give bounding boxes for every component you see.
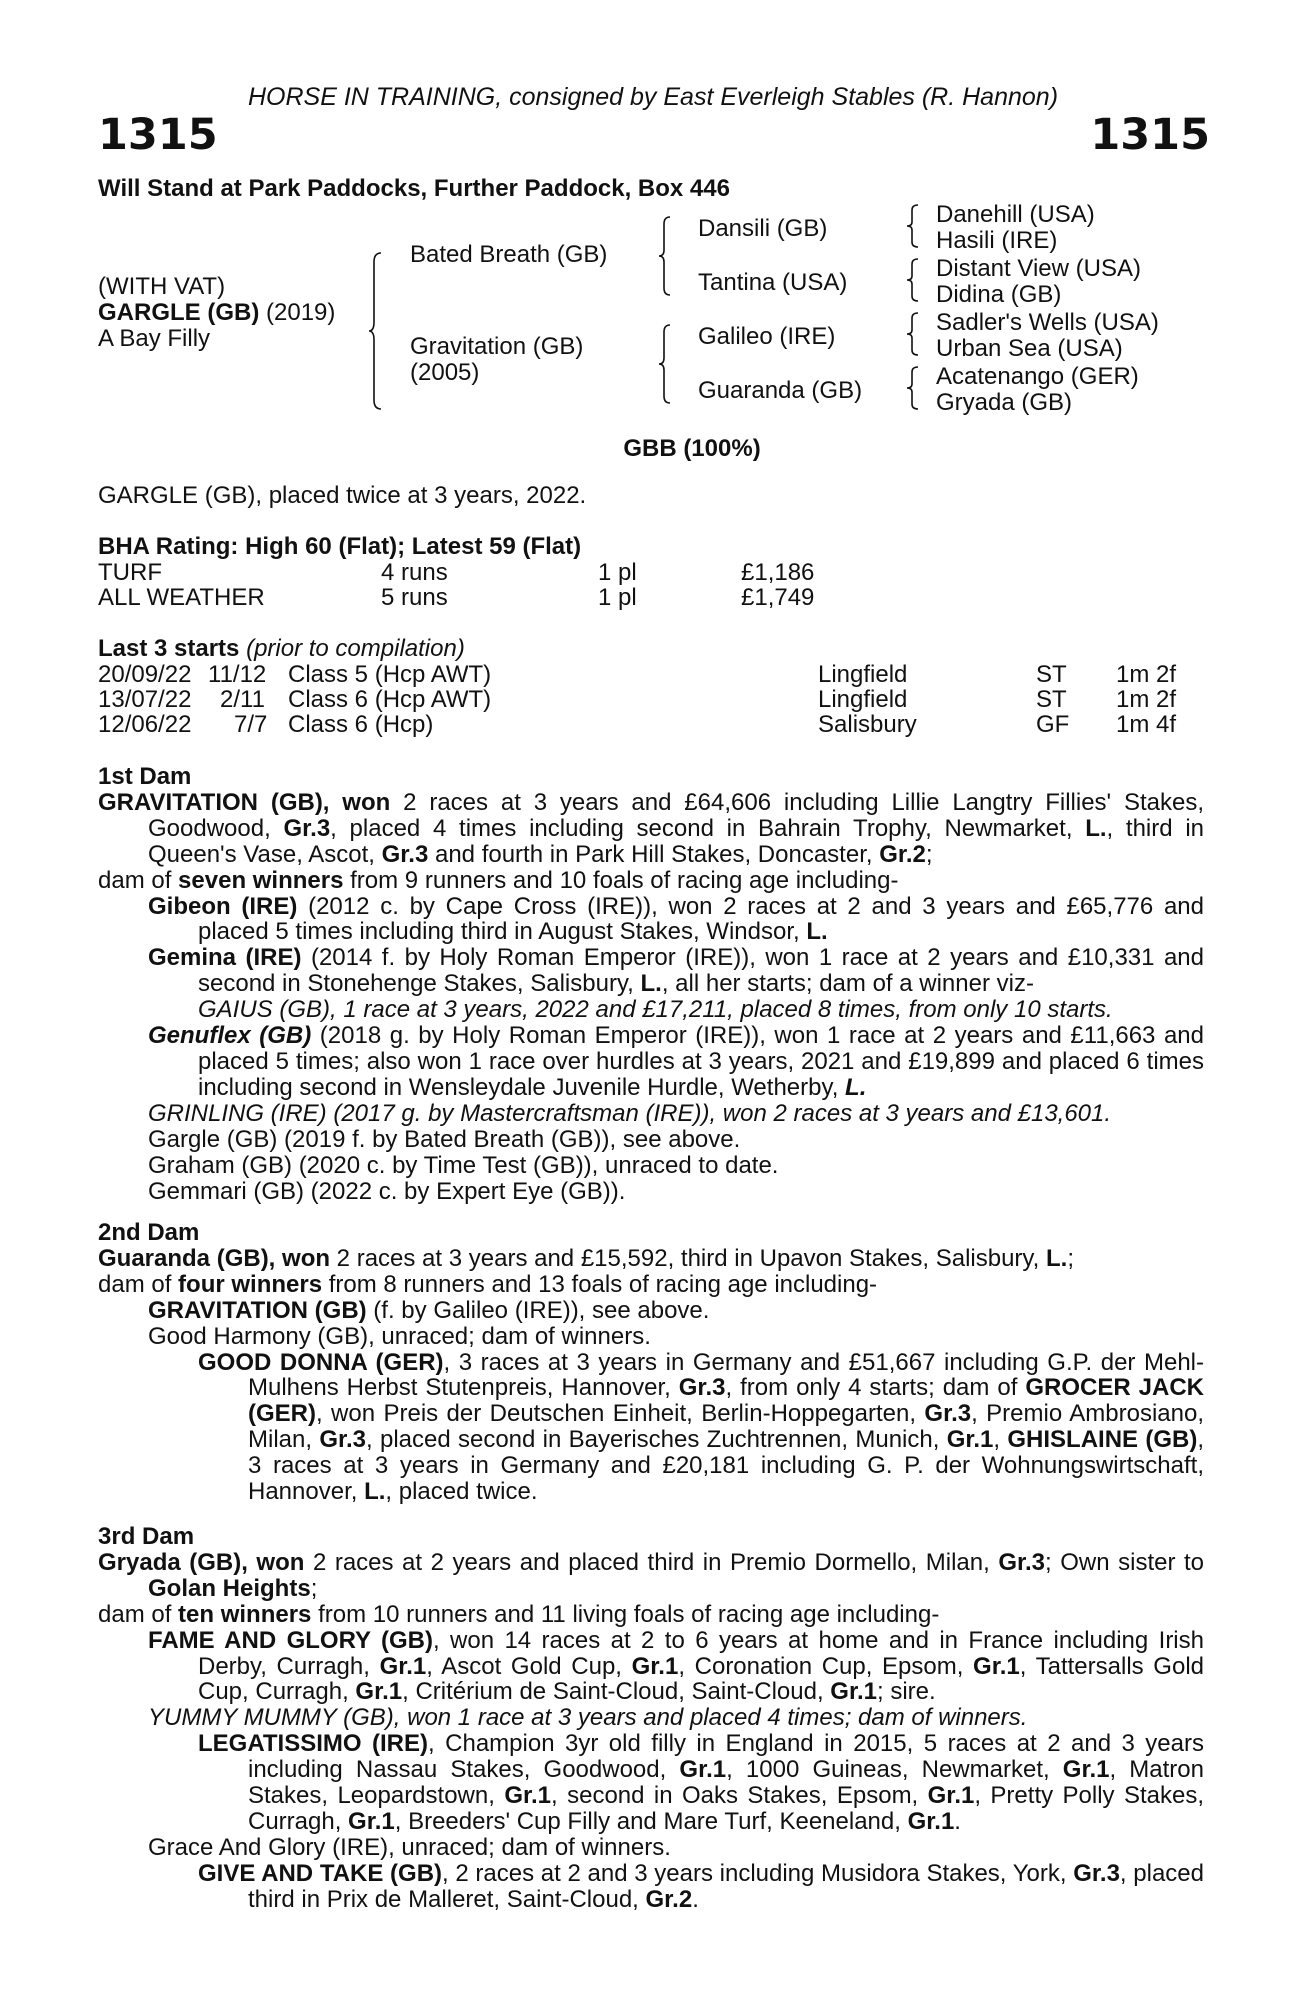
text: , Breeders' Cup Filly and Mare Turf, Keeneland, [394,1807,908,1835]
text: , 3 races at 3 years in Germany and £51,667 including G.P. der Mehl-Mulhens Herbst Stutenpreis, Hannover, [248,1348,1204,1402]
text: dam of [98,866,179,894]
dss: Sadler's Wells (USA) [936,309,1159,336]
first-dam-section [98,764,1204,1204]
second-dam-section [98,1220,1204,1505]
horse-year: (2019) [266,299,336,326]
grade: L. [806,918,828,946]
gbb-note: GBB (100%) [623,435,761,462]
produce-entry [198,1350,1204,1505]
grade: Gr.1 [355,1678,403,1706]
produce-name: FAME AND GLORY (GB) [148,1626,433,1654]
start-class: Class 6 (Hcp AWT) [288,686,492,713]
text: ; [1067,1244,1074,1272]
sire-dam: Tantina (USA) [698,269,848,296]
horse-name: GARGLE (GB) [98,299,260,326]
start-date: 20/09/22 [98,661,192,688]
text: , [993,1426,1008,1454]
grade: Gr.1 [946,1426,994,1454]
produce-entry [148,1628,1204,1706]
produce-entry: GRINLING (IRE) (2017 g. by Mastercraftsman (IRE)), won 2 races at 3 years and £13,601. [148,1099,1112,1127]
starts-table [98,662,1208,737]
produce-entry [148,945,1204,997]
text: ; [310,1574,318,1602]
produce-name: Genuflex (GB) [148,1022,312,1050]
grade: Gr.1 [830,1678,877,1706]
lot-number-right: 1315 [1090,110,1210,160]
stand-location: Will Stand at Park Paddocks, Further Paddock, Box 446 [98,175,730,202]
surface-runs: 4 runs [381,559,448,586]
produce-name: GOOD DONNA (GER) [198,1348,444,1376]
start-going: ST [1036,661,1067,688]
horse-name-line [98,300,335,326]
text: from 8 runners and 13 foals of racing age including- [322,1270,878,1298]
grade: L. [364,1478,386,1506]
sds: Distant View (USA) [936,255,1141,282]
text: , won Preis der Deutschen Einheit, Berlin-Hoppegarten, [316,1400,925,1428]
produce-entry: GAIUS (GB), 1 race at 3 years, 2022 and £17,211, placed 8 times, from only 10 starts. [198,996,1113,1024]
dds: Acatenango (GER) [936,363,1139,390]
text: , placed third in Prix de Malleret, Saint-Cloud, [248,1859,1204,1913]
text: dam of [98,1600,179,1628]
produce-name: Gibeon (IRE) [148,892,298,920]
first-dam-heading: 1st Dam [98,763,192,790]
text: , Ascot Gold Cup, [426,1652,632,1680]
surface-prize: £1,186 [741,559,815,586]
produce-entry [148,1023,1204,1101]
produce-entry: Gargle (GB) (2019 f. by Bated Breath (GB)), see above. [148,1125,741,1153]
dam-name: Gryada (GB), won [98,1548,305,1576]
text: 2 races at 3 years and £64,606 including Lillie Langtry Fillies' Stakes, Goodwood, [148,788,1204,842]
sibling-name: Golan Heights [148,1574,311,1602]
start-row [98,712,1208,737]
horse-description: A Bay Filly [98,325,211,352]
second-dam-record [98,1246,1204,1272]
start-distance: 1m 2f [1116,661,1177,688]
text: (2018 g. by Holy Roman Emperor (IRE)), won 1 race at 2 years and £11,663 and placed 5 times; also won 1 race over hurdles at 3 years, 2021 and £19,899 and placed 6 times including second in Wensleydale Juvenile Hurdle, Wetherby, [198,1022,1205,1101]
grade: Gr.3 [998,1548,1046,1576]
brace-sire [658,216,672,296]
sire: Bated Breath (GB) [410,241,608,268]
text: , Pretty Polly Stakes, Curragh, [248,1782,1204,1835]
grade: Gr.1 [927,1782,975,1810]
grade: Gr.1 [1062,1756,1110,1784]
sss: Danehill (USA) [936,201,1095,228]
start-going: ST [1036,686,1067,713]
text: dam of [98,1270,179,1298]
text: from 9 runners and 10 foals of racing age including- [343,866,899,894]
ssd: Hasili (IRE) [936,227,1058,254]
grade: Gr.2 [645,1885,693,1913]
produce-name: GHISLAINE (GB) [1007,1426,1198,1454]
text: 2 races at 3 years and £15,592, third in Upavon Stakes, Salisbury, [330,1244,1046,1272]
dam-dam: Guaranda (GB) [698,377,863,404]
sdd: Didina (GB) [936,281,1062,308]
produce-name: LEGATISSIMO (IRE) [198,1730,429,1758]
produce-entry: Graham (GB) (2020 c. by Time Test (GB)), unraced to date. [148,1151,779,1179]
start-going: GF [1036,711,1070,738]
text: , all her starts; dam of a winner viz- [661,970,1034,998]
third-dam-heading: 3rd Dam [98,1523,195,1550]
surface-placed: 1 pl [598,559,637,586]
text: . [954,1807,961,1835]
text: , placed second in Bayerisches Zuchtrennen, Munich, [366,1426,947,1454]
start-pos: 7/7 [234,711,268,738]
grade: L. [1085,814,1107,842]
grade: Gr.3 [319,1426,367,1454]
brace-dam [658,324,672,404]
text: , Matron Stakes, Leopardstown, [248,1756,1204,1810]
last-starts-title: Last 3 starts [98,635,240,662]
text: , third in Queen's Vase, Ascot, [148,814,1204,868]
third-dam-record [98,1550,1204,1602]
last-starts-note: (prior to compilation) [246,635,465,662]
start-pos: 11/12 [208,661,267,688]
text: 2 races at 2 years and placed third in Premio Dormello, Milan, [304,1548,999,1576]
text: , 1000 Guineas, Newmarket, [726,1756,1063,1784]
brace-gen3-4 [906,366,920,410]
start-pos: 2/11 [220,686,265,713]
brace-gen1 [368,252,384,410]
dam-year: (2005) [410,359,480,386]
pedigree-table [98,200,1208,430]
dam-sire: Galileo (IRE) [698,323,836,350]
dam-of-line [98,1602,1204,1628]
surface-placed: 1 pl [598,584,637,611]
text: from 10 runners and 11 living foals of racing age including- [311,1600,940,1628]
start-course: Lingfield [818,686,908,713]
produce-entry [148,894,1204,946]
produce-entry [198,1861,1204,1913]
grade: Gr.1 [973,1652,1020,1680]
produce-entry: Gemmari (GB) (2022 c. by Expert Eye (GB)). [148,1177,626,1205]
grade: Gr.1 [379,1652,427,1680]
placed-summary: GARGLE (GB), placed twice at 3 years, 2022. [98,482,587,509]
text: , from only 4 starts; dam of [725,1374,1026,1402]
text: , Champion 3yr old filly in England in 2015, 5 races at 2 and 3 years including Nassau Stakes, Goodwood, [248,1730,1204,1784]
brace-gen3-1 [906,204,920,248]
text: , won 14 races at 2 to 6 years at home and in France including Irish Derby, Curragh, [198,1626,1204,1680]
produce-entry [148,1298,1204,1324]
text: and fourth in Park Hill Stakes, Doncaster, [428,840,880,868]
text: ; Own sister to [1045,1548,1205,1576]
produce-entry: YUMMY MUMMY (GB), won 1 race at 3 years and placed 4 times; dam of winners. [148,1704,1028,1732]
text: ; sire. [877,1678,936,1706]
second-dam-heading: 2nd Dam [98,1219,200,1246]
produce-name: GRAVITATION (GB) [148,1296,367,1324]
grade: Gr.3 [1073,1859,1120,1887]
dam-of-line [98,868,1204,894]
brace-gen3-2 [906,258,920,302]
text: (f. by Galileo (IRE)), see above. [366,1296,710,1324]
grade: Gr.3 [381,840,429,868]
last-starts-heading [98,636,465,662]
sire-sire: Dansili (GB) [698,215,828,242]
consignment-line: HORSE IN TRAINING, consigned by East Everleigh Stables (R. Hannon) [247,83,1059,111]
grade: Gr.3 [283,814,331,842]
grade: Gr.1 [907,1807,955,1835]
grade: L. [640,970,662,998]
text: . [692,1885,699,1913]
start-distance: 1m 4f [1116,711,1177,738]
third-dam-section [98,1524,1204,1913]
grade: Gr.1 [631,1652,679,1680]
dam-name: GRAVITATION (GB), won [98,788,391,816]
surface-runs: 5 runs [381,584,448,611]
produce-entry [198,1731,1204,1835]
text: , Coronation Cup, Epsom, [678,1652,974,1680]
text: , Critérium de Saint-Cloud, Saint-Cloud, [402,1678,831,1706]
grade: Gr.3 [924,1400,972,1428]
surface-prize: £1,749 [741,584,815,611]
winners-count: ten winners [178,1600,312,1628]
dam-of-line [98,1272,1204,1298]
grade: Gr.3 [678,1374,726,1402]
first-dam-record [98,790,1204,868]
grade: Gr.1 [504,1782,552,1810]
dam: Gravitation (GB) [410,333,584,360]
text: , Premio Ambrosiano, Milan, [248,1400,1204,1454]
text: , Tattersalls Gold Cup, Curragh, [198,1652,1205,1706]
dam-name: Guaranda (GB), won [98,1244,331,1272]
text: , placed twice. [385,1478,538,1506]
grade: L. [1045,1244,1068,1272]
start-row [98,687,1208,712]
start-course: Lingfield [818,661,908,688]
start-date: 12/06/22 [98,711,192,738]
text: , placed 4 times including second in Bahrain Trophy, Newmarket, [330,814,1086,842]
start-class: Class 6 (Hcp) [288,711,434,738]
produce-entry: Grace And Glory (IRE), unraced; dam of winners. [148,1833,671,1861]
produce-name: Gemina (IRE) [148,944,302,972]
start-class: Class 5 (Hcp AWT) [288,661,492,688]
surface-name: ALL WEATHER [98,584,265,611]
start-course: Salisbury [818,711,917,738]
winners-count: seven winners [178,866,344,894]
surface-name: TURF [98,559,162,586]
text: (2012 c. by Cape Cross (IRE)), won 2 races at 2 and 3 years and £65,776 and placed 5 times including third in August Stakes, Windsor, [198,892,1204,946]
grade: Gr.1 [679,1756,727,1784]
grade: L. [845,1073,867,1101]
text: , second in Oaks Stakes, Epsom, [551,1782,928,1810]
text: , 3 races at 3 years in Germany and £20,181 including G. P. der Wohnungswirtschaft, Hannover, [248,1426,1204,1506]
produce-name: GIVE AND TAKE (GB) [198,1859,443,1887]
brace-gen3-3 [906,312,920,356]
dsd: Urban Sea (USA) [936,335,1123,362]
bha-rating: BHA Rating: High 60 (Flat); Latest 59 (Flat) [98,533,582,560]
text: (2014 f. by Holy Roman Emperor (IRE)), won 1 race at 2 years and £10,331 and second in Stonehenge Stakes, Salisbury, [198,944,1205,998]
start-date: 13/07/22 [98,686,192,713]
text: ; [925,840,933,868]
produce-entry: Good Harmony (GB), unraced; dam of winners. [148,1322,651,1350]
start-row [98,662,1208,687]
lot-number-left: 1315 [98,110,218,160]
grade: Gr.2 [879,840,926,868]
vat-note: (WITH VAT) [98,273,226,300]
winners-count: four winners [178,1270,323,1298]
start-distance: 1m 2f [1116,686,1177,713]
ddd: Gryada (GB) [936,389,1073,416]
produce-name: GROCER JACK (GER) [248,1374,1204,1428]
grade: Gr.1 [348,1807,395,1835]
text: , 2 races at 2 and 3 years including Musidora Stakes, York, [442,1859,1074,1887]
